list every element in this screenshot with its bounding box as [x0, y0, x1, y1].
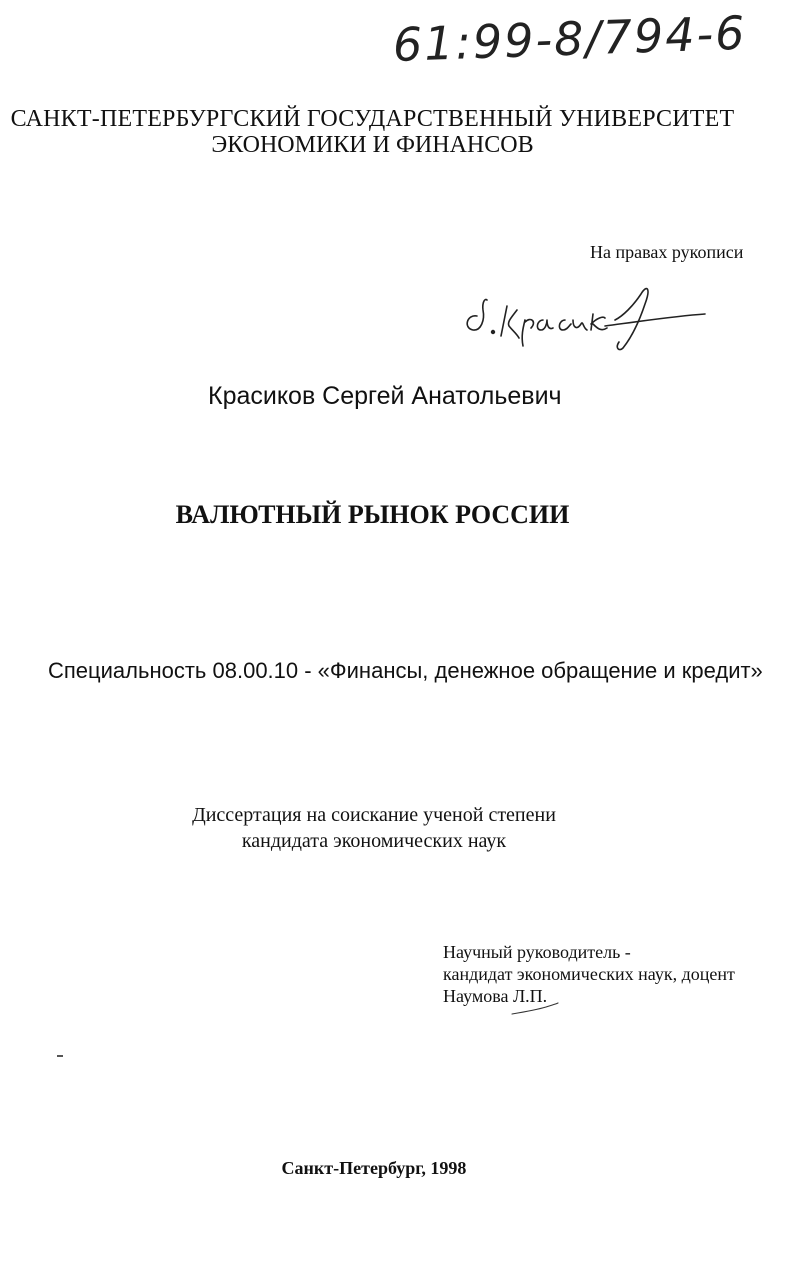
- university-name-line1: САНКТ-ПЕТЕРБУРГСКИЙ ГОСУДАРСТВЕННЫЙ УНИВЕРСИТЕТ: [10, 106, 735, 132]
- dissertation-title: ВАЛЮТНЫЙ РЫНОК РОССИИ: [175, 500, 570, 529]
- author-signature: [455, 276, 715, 356]
- supervisor-name: Наумова Л.П.: [443, 986, 548, 1006]
- supervisor-degree: кандидат экономических наук, доцент: [443, 964, 735, 984]
- supervisor-role: Научный руководитель -: [443, 942, 631, 962]
- supervisor-signature-mark: [510, 1002, 560, 1016]
- author-name: Красиков Сергей Анатольевич: [208, 382, 562, 410]
- university-name-line2: ЭКОНОМИКИ И ФИНАНСОВ: [211, 132, 534, 158]
- manuscript-rights-note: На правах рукописи: [590, 242, 744, 262]
- place-and-year: Санкт-Петербург, 1998: [281, 1158, 467, 1178]
- degree-line1: Диссертация на соискание ученой степени: [192, 804, 556, 826]
- archive-code-handwritten: 61:99-8/794-6: [392, 5, 748, 72]
- scan-speck: [57, 1055, 63, 1057]
- degree-line2: кандидата экономических наук: [241, 830, 507, 852]
- specialty-line: Специальность 08.00.10 - «Финансы, денежное обращение и кредит»: [48, 658, 763, 683]
